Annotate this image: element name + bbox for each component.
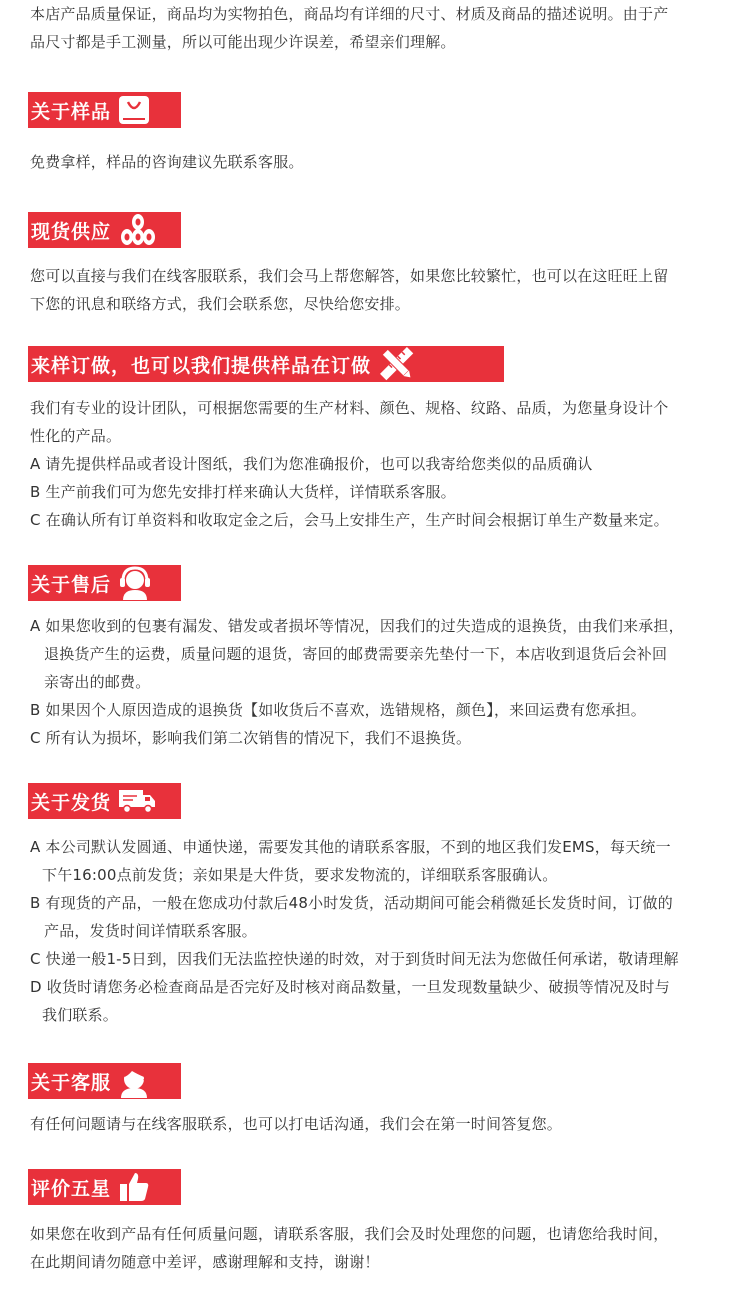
section-heading-rating bbox=[28, 1169, 181, 1205]
section-heading-custom bbox=[28, 346, 504, 382]
headset-agent-icon bbox=[117, 566, 153, 600]
after-sales-line: B 如果因个人原因造成的退换货【如收货后不喜欢，选错规格，颜色】，来回运费有您承担。 bbox=[30, 701, 646, 719]
custom-line: A 请先提供样品或者设计图纸，我们为您准确报价，也可以我寄给您类似的品质确认 bbox=[30, 455, 593, 473]
intro-line: 品尺寸都是手工测量，所以可能出现少许误差，希望亲们理解。 bbox=[30, 33, 456, 51]
custom-line: 性化的产品。 bbox=[30, 427, 122, 445]
thumbs-up-icon bbox=[117, 1170, 151, 1204]
after-sales-line: A 如果您收到的包裹有漏发、错发或者损坏等情况，因我们的过失造成的退换货，由我们来承担， bbox=[30, 617, 684, 635]
section-title: 现货供应 bbox=[31, 220, 112, 243]
samples-line: 免费拿样，样品的咨询建议先联系客服。 bbox=[30, 153, 304, 171]
shopping-bag-icon bbox=[117, 94, 151, 126]
delivery-truck-icon bbox=[117, 786, 157, 816]
shipping-line: B 有现货的产品，一般在您成功付款后48小时发货，活动期间可能会稍微延长发货时间，订做的 bbox=[30, 894, 673, 912]
rating-line: 在此期间请勿随意中差评，感谢理解和支持，谢谢！ bbox=[30, 1253, 380, 1271]
customer-service-icon bbox=[117, 1064, 151, 1098]
rating-line: 如果您在收到产品有任何质量问题，请联系客服，我们会及时处理您的问题，也请您给我时间， bbox=[30, 1225, 669, 1243]
section-heading-after-sales bbox=[28, 565, 181, 601]
shipping-text bbox=[0, 833, 750, 1029]
fabric-rolls-icon bbox=[117, 213, 159, 247]
section-title: 评价五星 bbox=[31, 1177, 112, 1200]
section-title: 关于售后 bbox=[31, 573, 112, 596]
section-title: 关于客服 bbox=[31, 1071, 112, 1094]
shipping-line: D 收货时请您务必检查商品是否完好及时核对商品数量，一旦发现数量缺少、破损等情况及时与 bbox=[30, 978, 670, 996]
section-heading-stock bbox=[28, 212, 181, 248]
shipping-line: 下午16:00点前发货；亲如果是大件货，要求发物流的，详细联系客服确认。 bbox=[42, 866, 558, 884]
custom-line: 我们有专业的设计团队，可根据您需要的生产材料、颜色、规格、纹路、品质，为您量身设计个 bbox=[30, 399, 669, 417]
section-heading-shipping bbox=[28, 783, 181, 819]
samples-text bbox=[0, 148, 750, 176]
section-title: 关于发货 bbox=[31, 791, 112, 814]
section-title: 关于样品 bbox=[31, 100, 112, 123]
shipping-line: 我们联系。 bbox=[42, 1006, 119, 1024]
stock-line: 您可以直接与我们在线客服联系，我们会马上帮您解答，如果您比较繁忙，也可以在这旺旺上留 bbox=[30, 267, 669, 285]
after-sales-line: C 所有认为损坏，影响我们第二次销售的情况下，我们不退换货。 bbox=[30, 729, 472, 747]
custom-line: B 生产前我们可为您先安排打样来确认大货样，详情联系客服。 bbox=[30, 483, 456, 501]
service-text bbox=[0, 1110, 750, 1138]
service-line: 有任何问题请与在线客服联系，也可以打电话沟通，我们会在第一时间答复您。 bbox=[30, 1115, 563, 1133]
after-sales-line: 亲寄出的邮费。 bbox=[44, 673, 151, 691]
intro-line: 本店产品质量保证，商品均为实物拍色，商品均有详细的尺寸、材质及商品的描述说明。由于产 bbox=[30, 5, 669, 23]
section-heading-service bbox=[28, 1063, 181, 1099]
section-title: 来样订做，也可以我们提供样品在订做 bbox=[31, 354, 372, 377]
shipping-line: 产品，发货时间详情联系客服。 bbox=[44, 922, 257, 940]
after-sales-text bbox=[0, 612, 750, 752]
rating-text bbox=[0, 1220, 750, 1276]
section-heading-samples bbox=[28, 92, 181, 128]
custom-text bbox=[0, 394, 750, 534]
ruler-pencil-icon bbox=[377, 347, 417, 381]
stock-line: 下您的讯息和联络方式，我们会联系您，尽快给您安排。 bbox=[30, 295, 411, 313]
shipping-line: C 快递一般1-5日到，因我们无法监控快递的时效，对于到货时间无法为您做任何承诺，敬请理解 bbox=[30, 950, 679, 968]
shipping-line: A 本公司默认发圆通、申通快递，需要发其他的请联系客服，不到的地区我们发EMS，每天统一 bbox=[30, 838, 671, 856]
stock-text bbox=[0, 262, 750, 318]
intro-text bbox=[0, 0, 750, 56]
custom-line: C 在确认所有订单资料和收取定金之后，会马上安排生产，生产时间会根据订单生产数量来定。 bbox=[30, 511, 669, 529]
after-sales-line: 退换货产生的运费，质量问题的退货，寄回的邮费需要亲先垫付一下，本店收到退货后会补回 bbox=[44, 645, 668, 663]
